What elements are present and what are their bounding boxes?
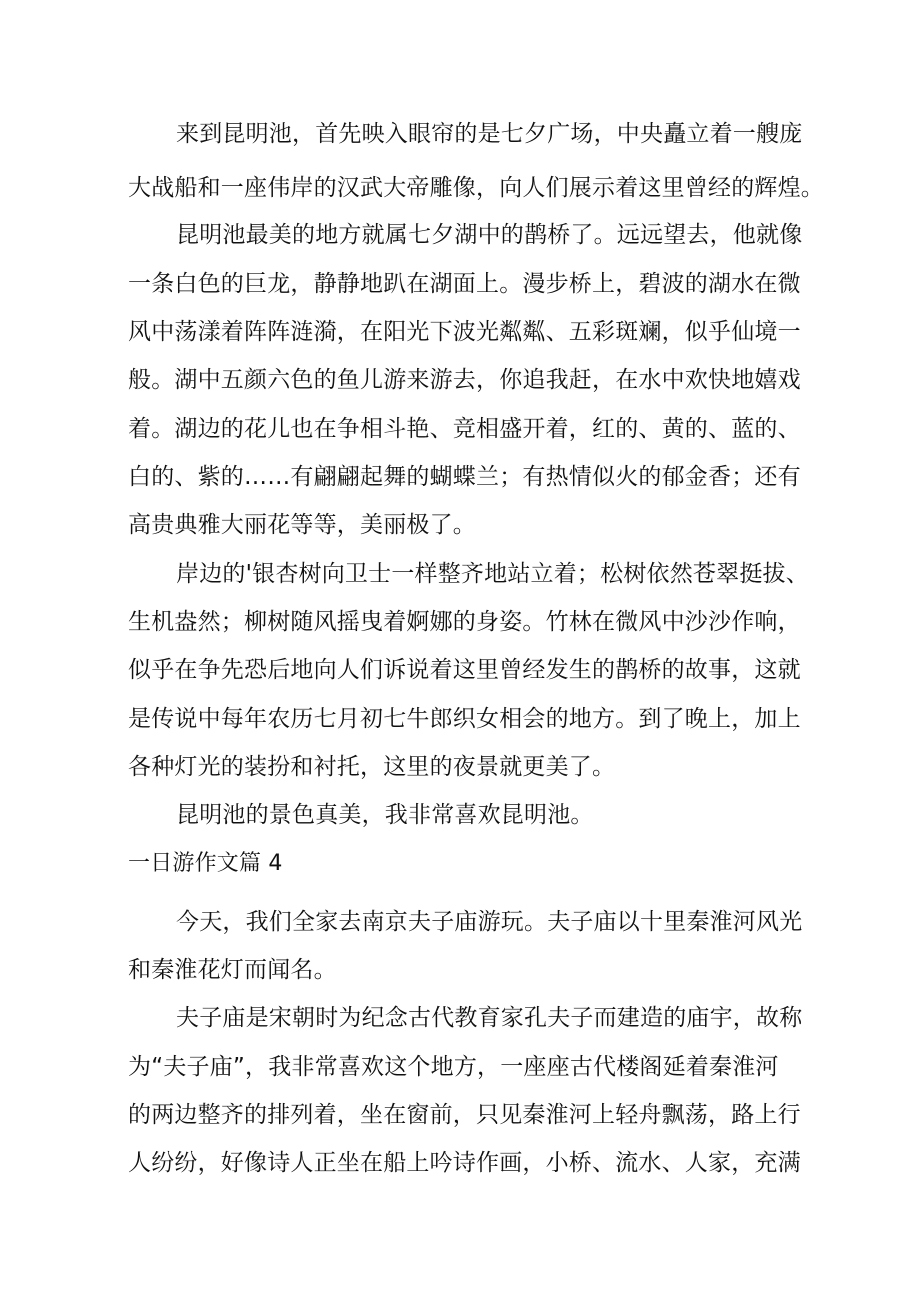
paragraph-line: 生机盎然；柳树随风摇曳着婀娜的身姿。竹林在微风中沙沙作响， [128, 609, 801, 635]
paragraph-line: 昆明池的景色真美，我非常喜欢昆明池。 [176, 802, 594, 828]
paragraph-line: 夫子庙是宋朝时为纪念古代教育家孔夫子而建造的庙宇，故称 [176, 1005, 803, 1031]
paragraph-line: 着。湖边的花儿也在争相斗艳、竞相盛开着，红的、黄的、蓝的、 [128, 416, 801, 442]
paragraph-line: 似乎在争先恐后地向人们诉说着这里曾经发生的鹊桥的故事，这就 [128, 657, 801, 683]
paragraph-line: 为“夫子庙”，我非常喜欢这个地方，一座座古代楼阁延着秦淮河 [128, 1054, 779, 1080]
paragraph-line: 是传说中每年农历七月初七牛郎织女相会的地方。到了晚上，加上 [128, 706, 801, 732]
paragraph-line: 的两边整齐的排列着，坐在窗前，只见秦淮河上轻舟飘荡，路上行 [128, 1102, 801, 1128]
paragraph-line: 一条白色的巨龙，静静地趴在湖面上。漫步桥上，碧波的湖水在微 [128, 271, 801, 297]
paragraph-line: 来到昆明池，首先映入眼帘的是七夕广场，中央矗立着一艘庞 [176, 121, 803, 147]
section-heading: 一日游作文篇 4 [128, 851, 283, 876]
paragraph-line: 风中荡漾着阵阵涟漪，在阳光下波光粼粼、五彩斑斓，似乎仙境一 [128, 319, 801, 345]
paragraph-line: 高贵典雅大丽花等等，美丽极了。 [128, 512, 476, 538]
paragraph-line: 各种灯光的装扮和衬托，这里的夜景就更美了。 [128, 754, 616, 780]
paragraph-line: 昆明池最美的地方就属七夕湖中的鹊桥了。远远望去，他就像 [176, 222, 803, 248]
paragraph-line: 和秦淮花灯而闻名。 [128, 957, 337, 983]
paragraph-line: 般。湖中五颜六色的鱼儿游来游去，你追我赶，在水中欢快地嬉戏 [128, 367, 801, 393]
paragraph-line: 白的、紫的……有翩翩起舞的蝴蝶兰；有热情似火的郁金香；还有 [128, 464, 801, 490]
paragraph-line: 岸边的'银杏树向卫士一样整齐地站立着；松树依然苍翠挺拔、 [176, 561, 809, 587]
paragraph-line: 今天，我们全家去南京夫子庙游玩。夫子庙以十里秦淮河风光 [176, 909, 803, 935]
paragraph-line: 大战船和一座伟岸的汉武大帝雕像，向人们展示着这里曾经的辉煌。 [128, 175, 824, 201]
paragraph-line: 人纷纷，好像诗人正坐在船上吟诗作画，小桥、流水、人家，充满 [128, 1150, 801, 1176]
